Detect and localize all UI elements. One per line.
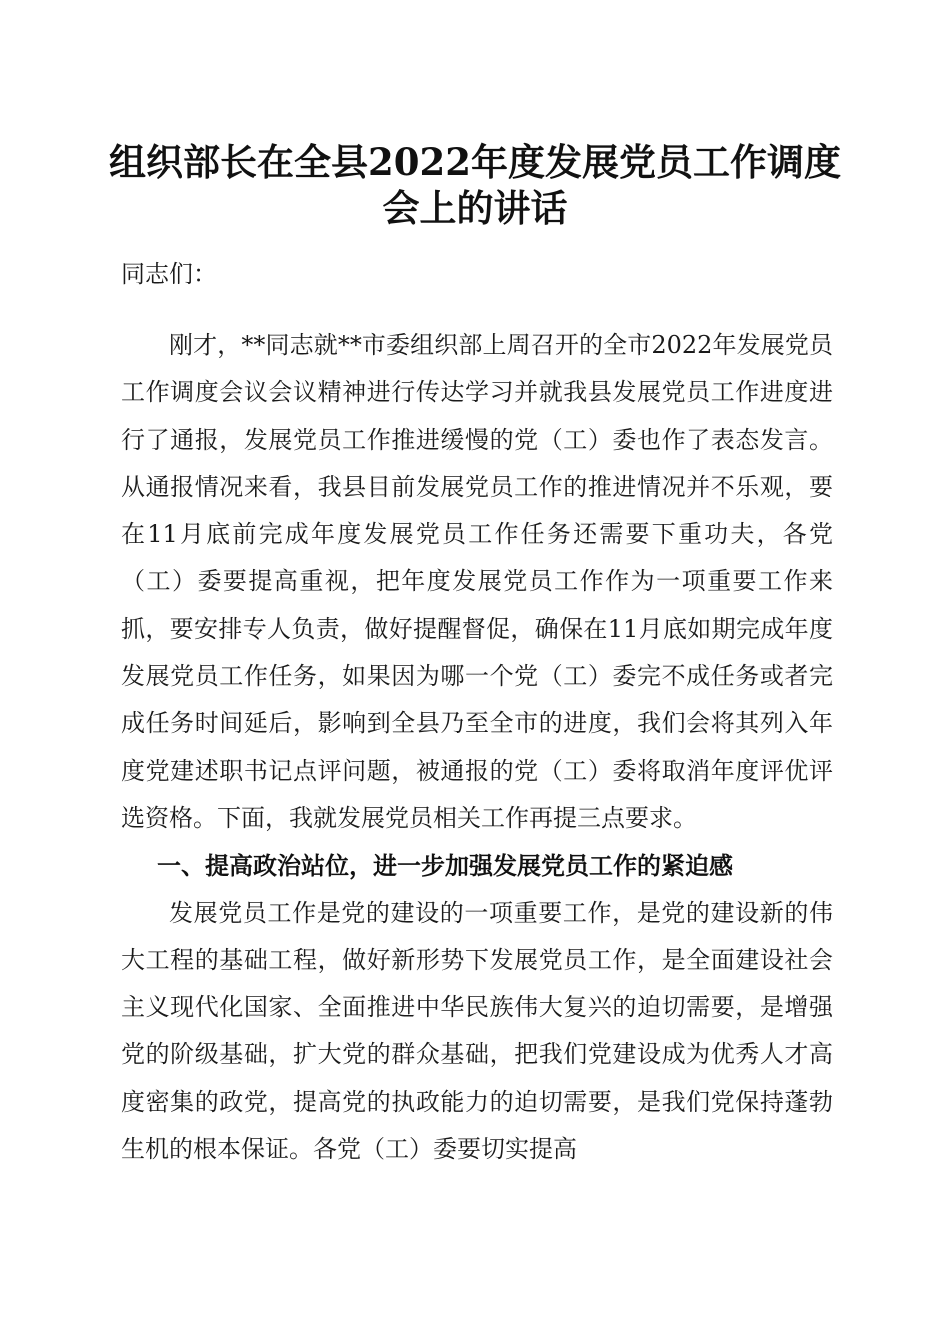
- document-body: [121, 322, 833, 1173]
- section-heading-1: 一、提高政治站位，进一步加强发展党员工作的紧迫感: [157, 851, 733, 881]
- salutation: 同志们：: [121, 260, 217, 288]
- paragraph-section-1: 发展党员工作是党的建设的一项重要工作，是党的建设新的伟大工程的基础工程，做好新形势下发展党员工作，是全面建设社会主义现代化国家、全面推进中华民族伟大复兴的迫切需要，是增强党的阶级基础，扩大党的群众基础，把我们党建设成为优秀人才高度密集的政党，提高党的执政能力的迫切需要，是我们党保持蓬勃生机的根本保证。各党（工）委要切实提高: [121, 898, 833, 1164]
- document-title-line-1: 组织部长在全县2022年度发展党员工作调度: [109, 140, 841, 184]
- document-title-line-2: 会上的讲话: [382, 186, 568, 230]
- paragraph-opening: 刚才，**同志就**市委组织部上周召开的全市2022年发展党员工作调度会议会议精神进行传达学习并就我县发展党员工作进度进行了通报，发展党员工作推进缓慢的党（工）委也作了表态发言。从通报情况来看，我县目前发展党员工作的推进情况并不乐观，要在11月底前完成年度发展党员工作任务还需要下重功夫，各党（工）委要提高重视，把年度发展党员工作作为一项重要工作来抓，要安排专人负责，做好提醒督促，确保在11月底如期完成年度发展党员工作任务，如果因为哪一个党（工）委完不成任务或者完成任务时间延后，影响到全县乃至全市的进度，我们会将其列入年度党建述职书记点评问题，被通报的党（工）委将取消年度评优评选资格。下面，我就发展党员相关工作再提三点要求。: [121, 331, 833, 832]
